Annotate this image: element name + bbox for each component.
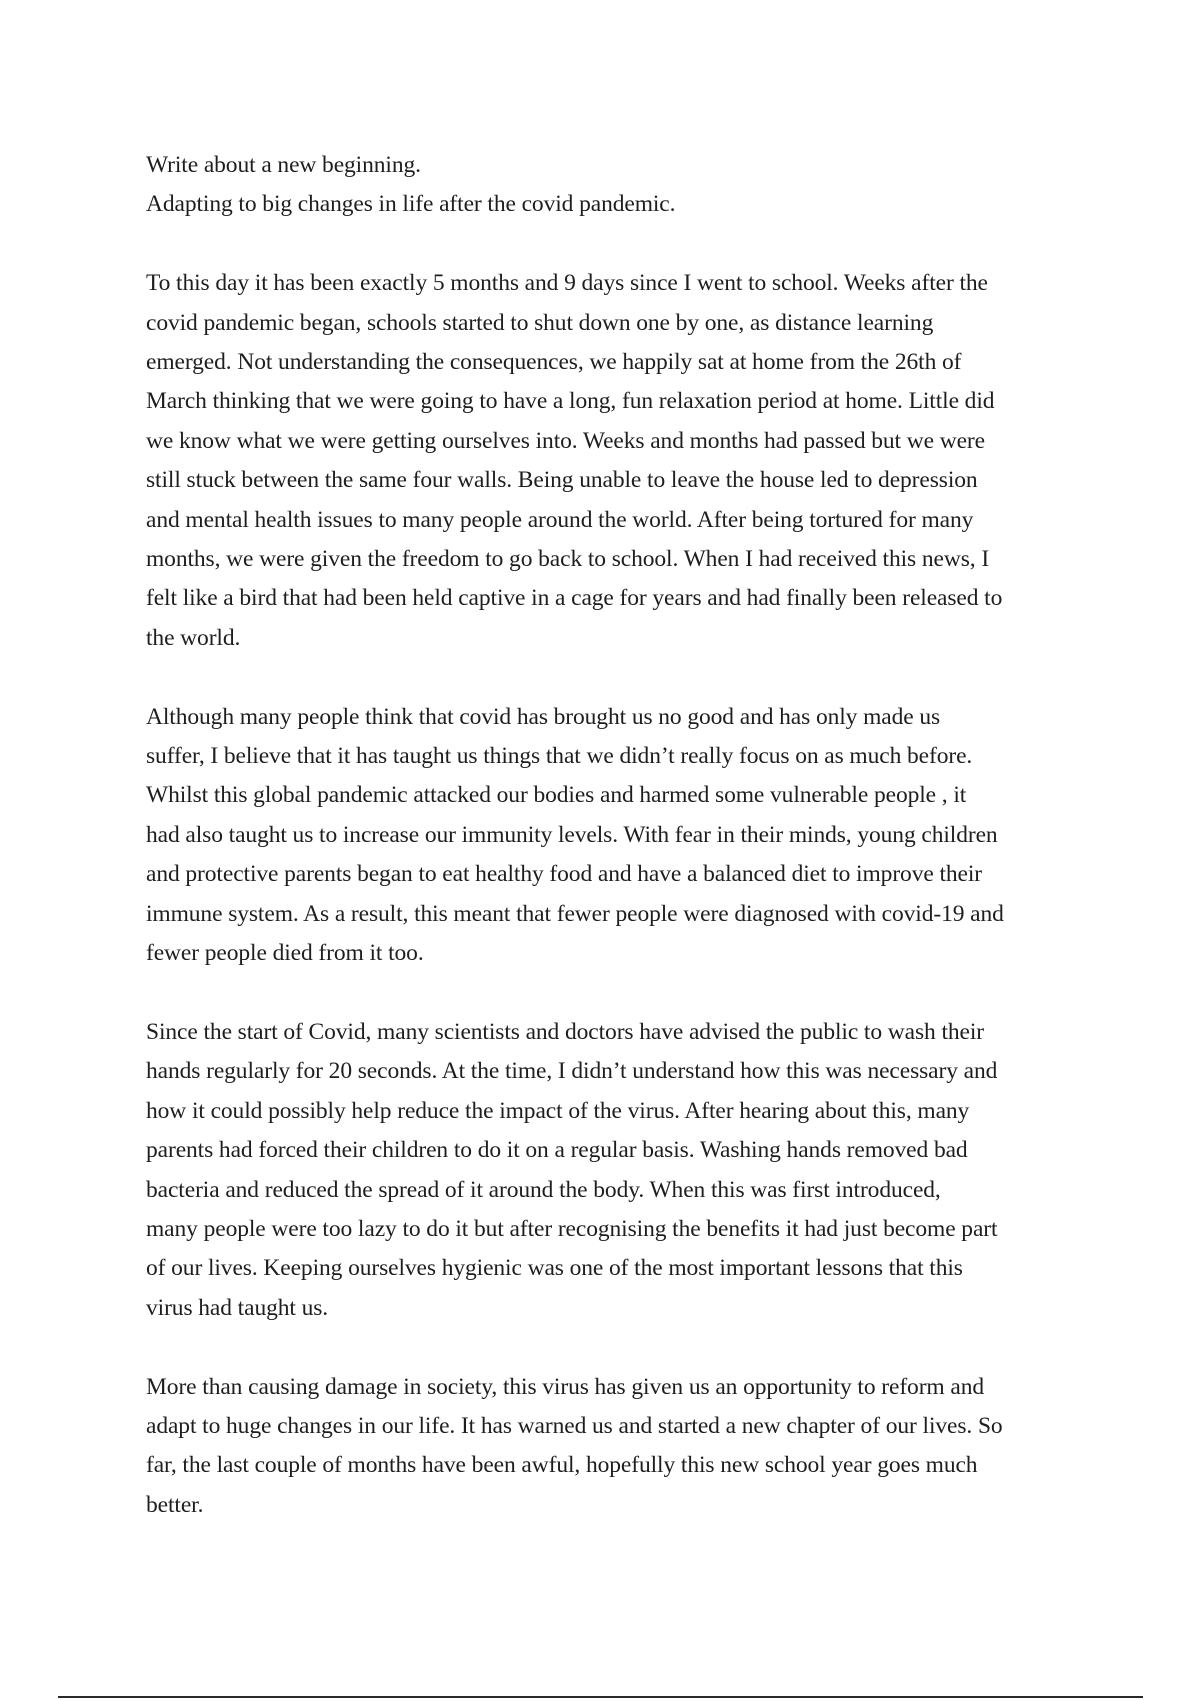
paragraph-line: still stuck between the same four walls. Being unable to leave the house led to depression [146,467,978,494]
paragraph-line: emerged. Not understanding the consequences, we happily sat at home from the 26th of [146,349,962,376]
paragraph-3 [146,1013,1066,1328]
paragraph-line: months, we were given the freedom to go back to school. When I had received this news, I [146,546,990,573]
document-body [146,146,1066,1525]
paragraph-line: bacteria and reduced the spread of it around the body. When this was first introduced, [146,1176,941,1203]
paragraph-1 [146,264,1066,658]
paragraph-line: of our lives. Keeping ourselves hygienic was one of the most important lessons that this [146,1255,963,1282]
paragraph-line: Since the start of Covid, many scientists and doctors have advised the public to wash their [146,1018,985,1045]
paragraph-line: suffer, I believe that it has taught us things that we didn’t really focus on as much before. [146,743,973,770]
paragraph-line: had also taught us to increase our immunity levels. With fear in their minds, young children [146,821,998,848]
paragraph-4 [146,1368,1066,1526]
paragraph-2 [146,698,1066,974]
paragraph-line: immune system. As a result, this meant that fewer people were diagnosed with covid-19 and [146,900,1004,927]
paragraph-line: hands regularly for 20 seconds. At the time, I didn’t understand how this was necessary and [146,1058,998,1085]
paragraph-line: To this day it has been exactly 5 months and 9 days since I went to school. Weeks after the [146,270,988,297]
paragraph-line: covid pandemic began, schools started to shut down one by one, as distance learning [146,309,934,336]
paragraph-line: virus had taught us. [146,1294,329,1321]
paragraph-line: far, the last couple of months have been awful, hopefully this new school year goes much [146,1452,978,1479]
paragraph-line: and protective parents began to eat healthy food and have a balanced diet to improve their [146,861,983,888]
paragraph-line: felt like a bird that had been held captive in a cage for years and had finally been released to [146,585,1003,612]
paragraph-line: Whilst this global pandemic attacked our bodies and harmed some vulnerable people , it [146,782,967,809]
paragraph-line: More than causing damage in society, this virus has given us an opportunity to reform and [146,1373,985,1400]
paragraph-line: Although many people think that covid has brought us no good and has only made us [146,703,941,730]
paragraph-line: parents had forced their children to do it on a regular basis. Washing hands removed bad [146,1137,968,1164]
paragraph-line: March thinking that we were going to have a long, fun relaxation period at home. Little did [146,388,995,415]
paragraph-line: we know what we were getting ourselves into. Weeks and months had passed but we were [146,427,985,454]
paragraph-line: fewer people died from it too. [146,940,424,967]
prompt-title: Write about a new beginning. [146,152,421,178]
paragraph-line: adapt to huge changes in our life. It has warned us and started a new chapter of our lives. So [146,1412,1003,1439]
prompt-subtitle: Adapting to big changes in life after the covid pandemic. [146,191,676,218]
paragraph-line: the world. [146,624,241,651]
paragraph-line: many people were too lazy to do it but after recognising the benefits it had just become part [146,1215,998,1242]
footer-divider [58,1696,1143,1698]
paragraph-line: and mental health issues to many people around the world. After being tortured for many [146,506,974,533]
paragraph-line: how it could possibly help reduce the impact of the virus. After hearing about this, many [146,1097,970,1124]
paragraph-line: better. [146,1491,204,1518]
